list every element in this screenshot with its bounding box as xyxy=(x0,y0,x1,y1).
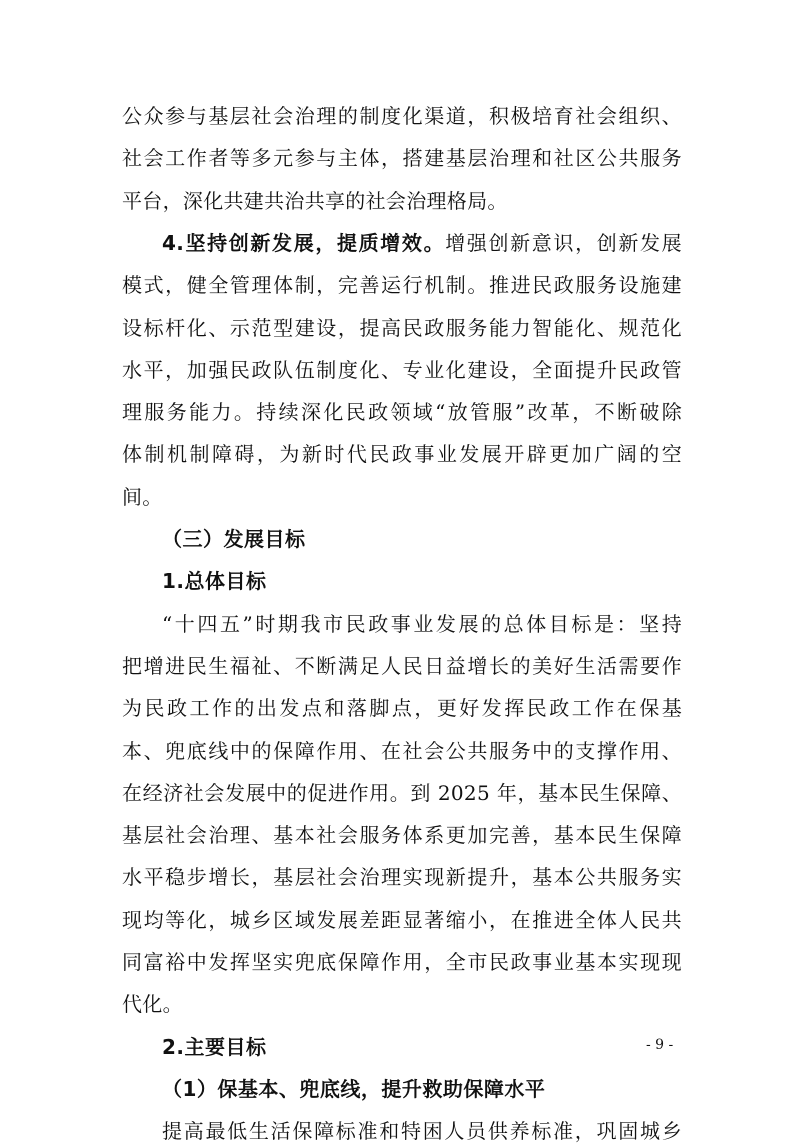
paragraph-line: 模式，健全管理体制，完善运行机制。推进民政服务设施建 xyxy=(122,273,682,297)
paragraph-line: 提高最低生活保障标准和特困人员供养标准，巩固城乡 xyxy=(162,1119,682,1143)
paragraph-line: 间。 xyxy=(122,485,163,509)
paragraph-line: 现均等化，城乡区域发展差距显著缩小，在推进全体人民共 xyxy=(122,908,682,932)
paragraph-line: 社会工作者等多元参与主体，搭建基层治理和社区公共服务 xyxy=(122,146,682,170)
paragraph-lead-line xyxy=(162,227,682,259)
paragraph-line: 水平稳步增长，基层社会治理实现新提升，基本公共服务实 xyxy=(122,865,682,889)
subheading-main-goals: 2.主要目标 xyxy=(162,1035,267,1059)
paragraph-line: 把增进民生福祉、不断满足人民日益增长的美好生活需要作 xyxy=(122,654,682,678)
paragraph-line: 基层社会治理、基本社会服务体系更加完善，基本民生保障 xyxy=(122,823,682,847)
paragraph-line: 同富裕中发挥坚实兜底保障作用，全市民政事业基本实现现 xyxy=(122,950,682,974)
paragraph-line: 平台，深化共建共治共享的社会治理格局。 xyxy=(122,189,508,213)
paragraph-line: 为民政工作的出发点和落脚点，更好发挥民政工作在保基 xyxy=(122,696,682,720)
paragraph-line: 水平，加强民政队伍制度化、专业化建设，全面提升民政管 xyxy=(122,358,682,382)
paragraph-line: 设标杆化、示范型建设，提高民政服务能力智能化、规范化 xyxy=(122,316,682,340)
page-number: - 9 - xyxy=(646,1037,674,1053)
paragraph-line: “十四五”时期我市民政事业发展的总体目标是：坚持 xyxy=(162,612,682,636)
paragraph-lead-bold: 4.坚持创新发展，提质增效。 xyxy=(162,231,446,255)
paragraph-line: 公众参与基层社会治理的制度化渠道，积极培育社会组织、 xyxy=(122,104,682,128)
paragraph-line: 体制机制障碍，为新时代民政事业发展开辟更加广阔的空 xyxy=(122,442,682,466)
paragraph-line: 理服务能力。持续深化民政领域“放管服”改革，不断破除 xyxy=(122,400,682,424)
paragraph-line: 代化。 xyxy=(122,992,183,1016)
paragraph-lead-text: 增强创新意识，创新发展 xyxy=(445,231,682,255)
paragraph-line: 在经济社会发展中的促进作用。到 2025 年，基本民生保障、 xyxy=(122,781,682,805)
paragraph-line: 本、兜底线中的保障作用、在社会公共服务中的支撑作用、 xyxy=(122,739,682,763)
section-heading: （三）发展目标 xyxy=(162,527,306,551)
subheading-basic-guarantee: （1）保基本、兜底线，提升救助保障水平 xyxy=(162,1077,546,1101)
subheading-overall-goal: 1.总体目标 xyxy=(162,569,267,593)
